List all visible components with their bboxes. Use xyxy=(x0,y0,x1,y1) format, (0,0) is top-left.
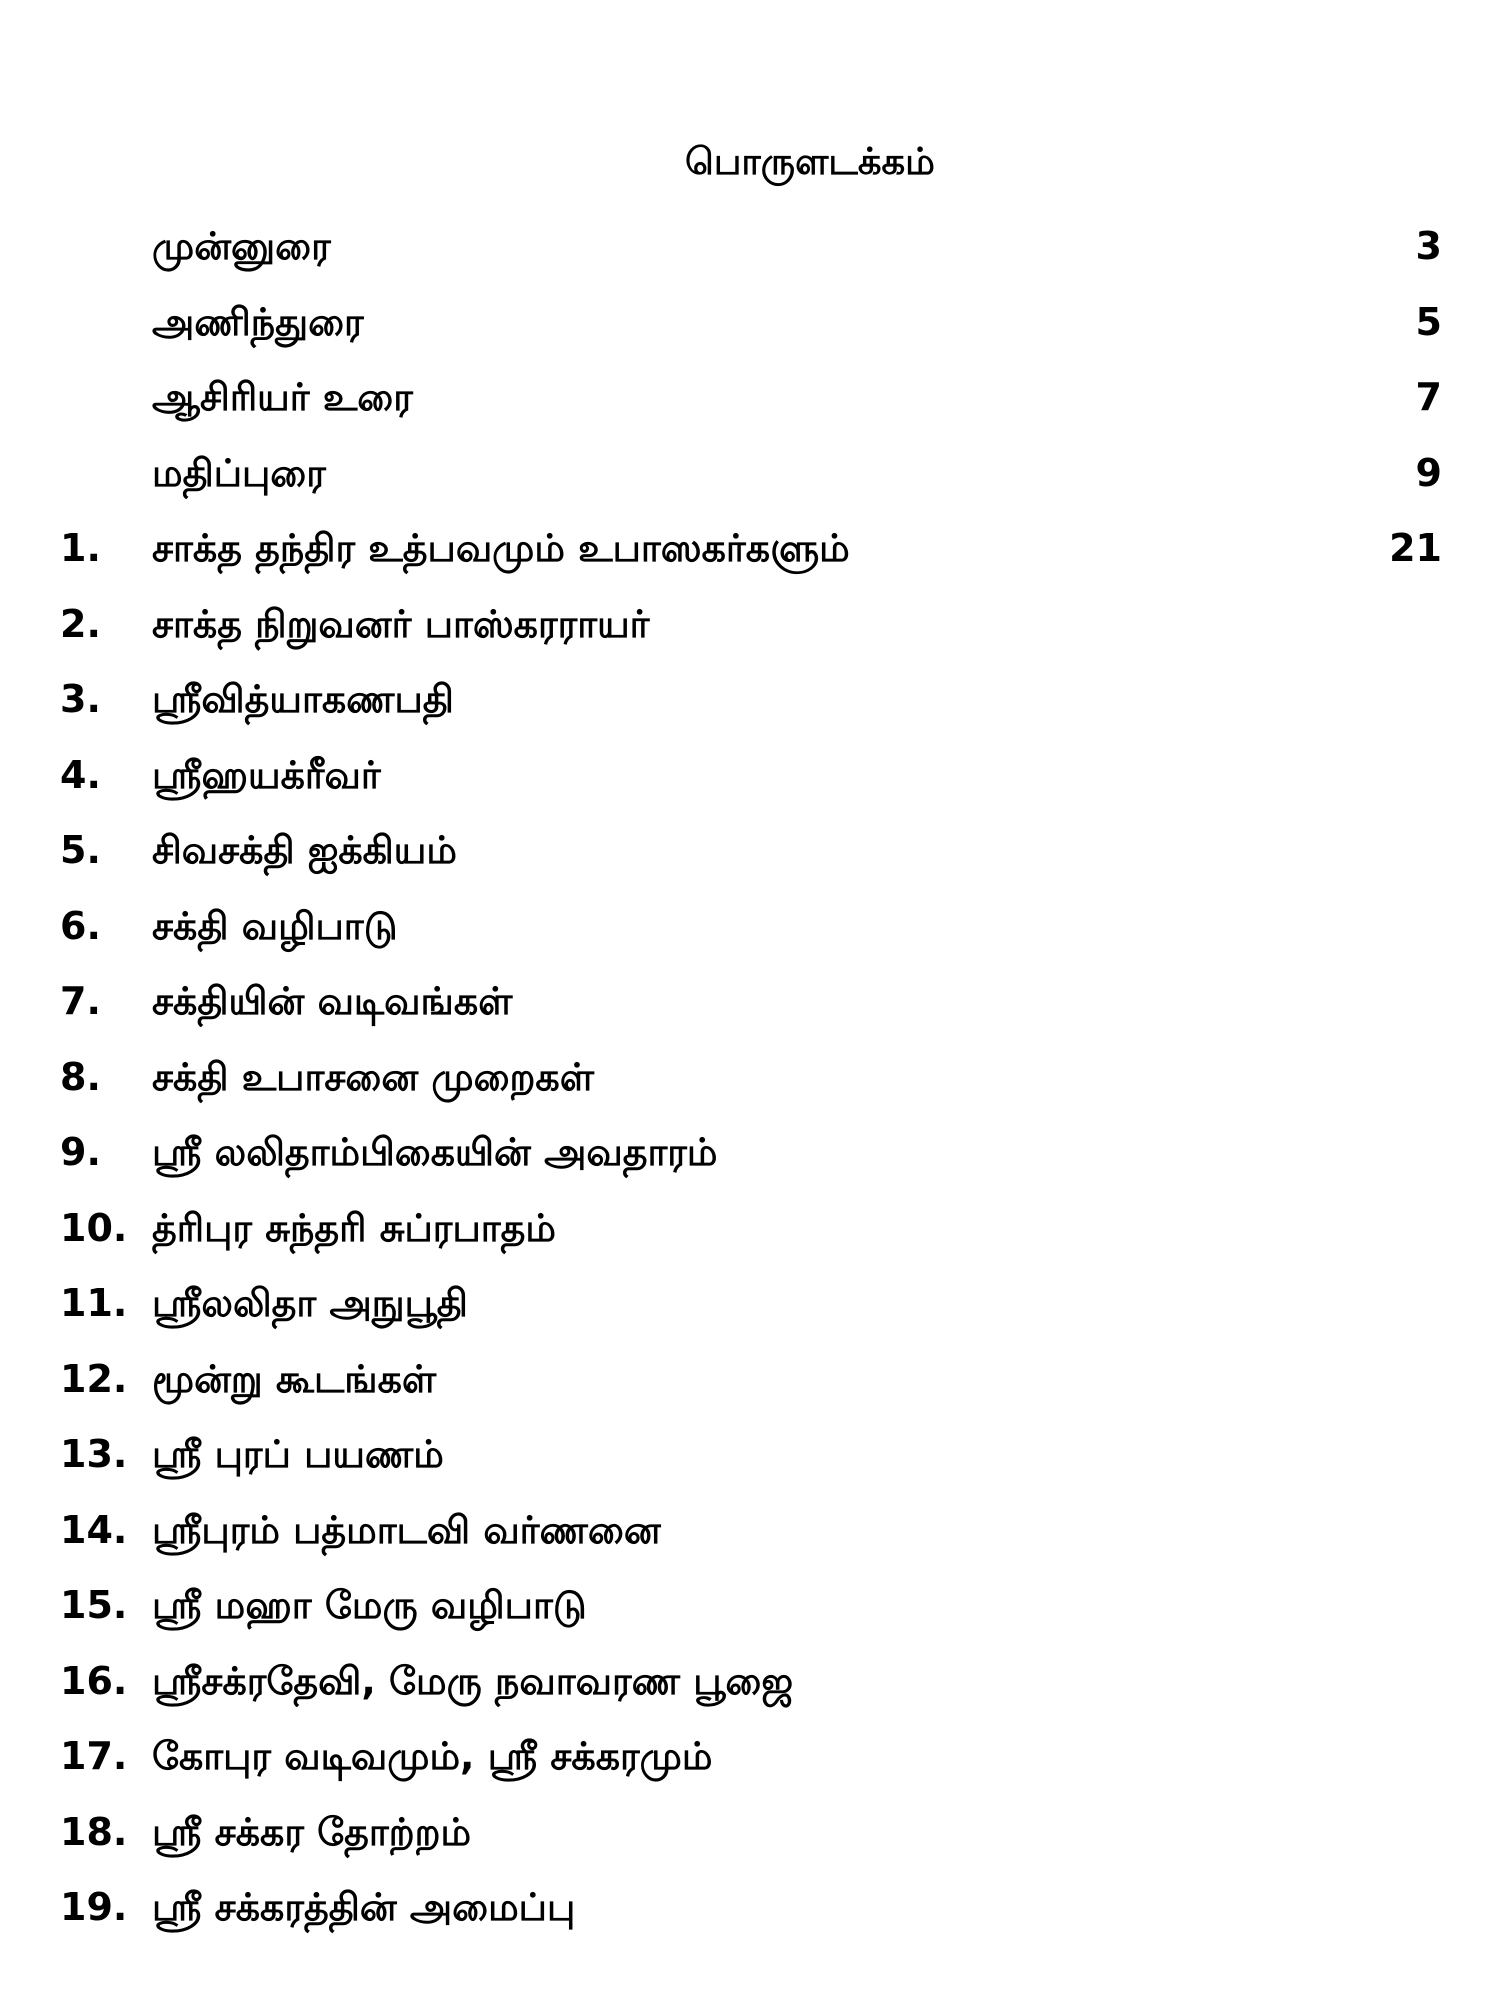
toc-entry-number: 13. xyxy=(60,1432,128,1476)
toc-entry-number: 14. xyxy=(60,1508,128,1552)
toc-entry-title: ஸ்ரீ மஹா மேரு வழிபாடு xyxy=(152,1583,587,1627)
toc-chapter-entry xyxy=(0,1575,1500,1635)
toc-chapter-entry xyxy=(0,1802,1500,1862)
toc-chapter-entry xyxy=(0,1877,1500,1937)
toc-entry-number: 6. xyxy=(60,904,101,948)
toc-entry-title: முன்னுரை xyxy=(152,224,331,268)
toc-entry-number: 11. xyxy=(60,1281,128,1325)
toc-entry-number: 4. xyxy=(60,753,101,797)
toc-entry-title: சக்தி உபாசனை முறைகள் xyxy=(152,1055,595,1099)
toc-chapter-entry xyxy=(0,1651,1500,1711)
toc-chapter-entry xyxy=(0,1273,1500,1333)
toc-entry-page-number: 7 xyxy=(1415,375,1442,419)
toc-entry-title: ஸ்ரீலலிதா அநுபூதி xyxy=(152,1281,468,1325)
toc-entry-title: ஆசிரியர் உரை xyxy=(152,375,413,419)
toc-chapter-entry xyxy=(0,820,1500,880)
toc-entry-page-number: 3 xyxy=(1415,224,1442,268)
toc-front-matter-entry xyxy=(0,216,1500,276)
toc-front-matter-entry xyxy=(0,292,1500,352)
toc-entry-number: 7. xyxy=(60,979,101,1023)
toc-entry-number: 2. xyxy=(60,602,101,646)
toc-chapter-entry xyxy=(0,1424,1500,1484)
toc-entry-number: 19. xyxy=(60,1885,128,1929)
toc-chapter-entry xyxy=(0,1198,1500,1258)
toc-entry-title: சாக்த தந்திர உத்பவமும் உபாஸகர்களும் xyxy=(152,526,850,570)
toc-entry-number: 9. xyxy=(60,1130,101,1174)
toc-entry-number: 16. xyxy=(60,1659,128,1703)
toc-entry-title: ஸ்ரீசக்ரதேவி, மேரு நவாவரண பூஜை xyxy=(152,1659,794,1703)
toc-chapter-entry xyxy=(0,1122,1500,1182)
toc-entry-title: ஸ்ரீ லலிதாம்பிகையின் அவதாரம் xyxy=(152,1130,718,1174)
toc-entry-title: மூன்று கூடங்கள் xyxy=(152,1357,437,1401)
toc-entry-number: 8. xyxy=(60,1055,101,1099)
toc-chapter-entry xyxy=(0,1349,1500,1409)
toc-entry-title: மதிப்புரை xyxy=(152,451,326,495)
toc-title: பொருளடக்கம் xyxy=(685,140,935,183)
toc-entry-title: சக்தி வழிபாடு xyxy=(152,904,398,948)
toc-entry-title: ஸ்ரீ சக்கர தோற்றம் xyxy=(152,1810,472,1854)
toc-entry-number: 3. xyxy=(60,677,101,721)
toc-chapter-entry xyxy=(0,594,1500,654)
toc-chapter-entry xyxy=(0,971,1500,1031)
toc-entry-page-number: 5 xyxy=(1415,300,1442,344)
toc-entry-title: ஸ்ரீஹயக்ரீவர் xyxy=(152,753,381,797)
toc-front-matter-entry xyxy=(0,367,1500,427)
toc-entry-title: சிவசக்தி ஐக்கியம் xyxy=(152,828,457,872)
toc-front-matter-entry xyxy=(0,443,1500,503)
toc-entry-title: அணிந்துரை xyxy=(152,300,364,344)
toc-entry-title: ஸ்ரீபுரம் பத்மாடவி வர்ணனை xyxy=(152,1508,661,1552)
toc-entry-title: ஸ்ரீ புரப் பயணம் xyxy=(152,1432,444,1476)
toc-entry-title: சாக்த நிறுவனர் பாஸ்கரராயர் xyxy=(152,602,650,646)
toc-entry-title: சக்தியின் வடிவங்கள் xyxy=(152,979,513,1023)
toc-entry-number: 17. xyxy=(60,1734,128,1778)
toc-chapter-entry xyxy=(0,518,1500,578)
toc-entry-number: 18. xyxy=(60,1810,128,1854)
toc-chapter-entry xyxy=(0,1047,1500,1107)
toc-chapter-entry xyxy=(0,896,1500,956)
toc-chapter-entry xyxy=(0,1500,1500,1560)
toc-entry-number: 12. xyxy=(60,1357,128,1401)
toc-chapter-entry xyxy=(0,669,1500,729)
toc-entry-number: 15. xyxy=(60,1583,128,1627)
toc-chapter-entry xyxy=(0,745,1500,805)
toc-entry-title: ஸ்ரீவித்யாகணபதி xyxy=(152,677,454,721)
toc-entry-number: 5. xyxy=(60,828,101,872)
toc-entry-title: த்ரிபுர சுந்தரி சுப்ரபாதம் xyxy=(152,1206,556,1250)
toc-entry-page-number: 9 xyxy=(1415,451,1442,495)
toc-entry-page-number: 21 xyxy=(1389,526,1442,570)
toc-entry-number: 1. xyxy=(60,526,101,570)
toc-entry-number: 10. xyxy=(60,1206,128,1250)
toc-entry-title: கோபுர வடிவமும், ஸ்ரீ சக்கரமும் xyxy=(152,1734,713,1778)
toc-entry-title: ஸ்ரீ சக்கரத்தின் அமைப்பு xyxy=(152,1885,576,1929)
toc-chapter-entry xyxy=(0,1726,1500,1786)
